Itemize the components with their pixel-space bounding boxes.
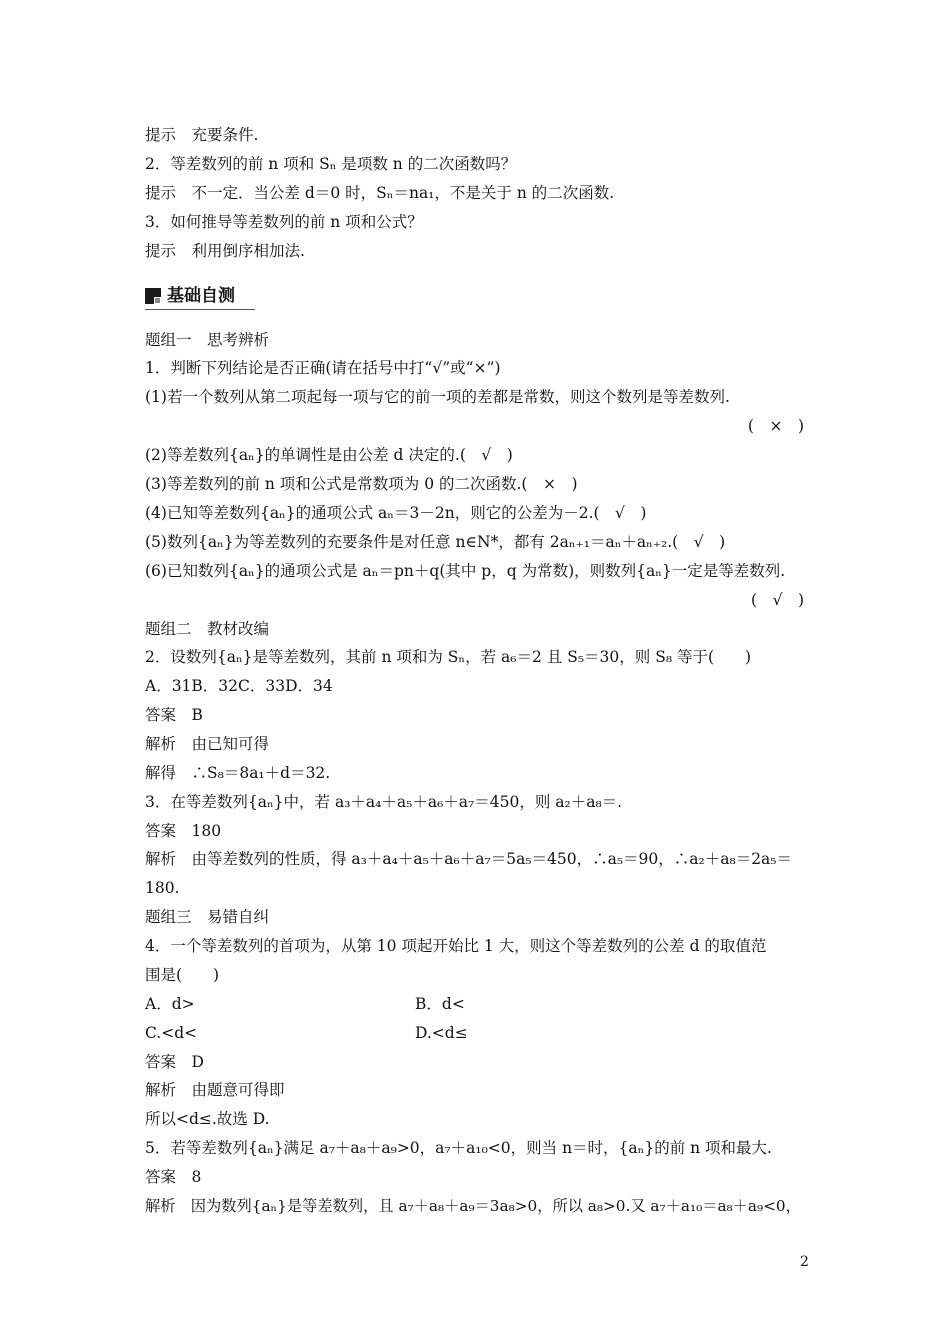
question-4-text: 4．一个等差数列的首项为，从第 10 项起开始比 1 大，则这个等差数列的公差 d 的取值范 [145,937,767,955]
question-4-explanation: 解析 由题意可得即 [145,1081,285,1099]
judge-item-6-answer: ( √ ) [751,591,804,609]
question-3-text: 3．在等差数列{aₙ}中，若 a₃＋a₄＋a₅＋a₆＋a₇＝450，则 a₂＋a₈＝. [145,793,623,811]
question-2-answer: 答案 B [145,706,203,724]
section-underline [145,309,255,310]
question-3: 3．如何推导等差数列的前 n 项和公式？ [145,213,423,231]
hint-line-1: 提示 充要条件. [145,126,259,144]
question-2-options: A．31B．32C．33D．34 [145,677,333,695]
question-2-text: 2．设数列{aₙ}是等差数列，其前 n 项和为 Sₙ，若 a₆＝2 且 S₅＝30，则 S₈ 等于( ) [145,648,752,666]
section-title: 基础自测 [167,286,235,306]
question-5-text: 5．若等差数列{aₙ}满足 a₇＋a₈＋a₉>0，a₇＋a₁₀<0，则当 n＝时，{aₙ}的前 n 项和最大. [145,1139,772,1157]
question-4-explanation-cont: 所以<d≤.故选 D. [145,1110,270,1128]
question-5-answer: 答案 8 [145,1168,202,1186]
judge-item-5: (5)数列{aₙ}为等差数列的充要条件是对任意 n∈N*，都有 2aₙ₊₁＝aₙ＋aₙ₊₂.( √ ) [145,533,726,551]
option-b: B．d< [415,995,465,1013]
question-3-explanation: 解析 由等差数列的性质，得 a₃＋a₄＋a₅＋a₆＋a₇＝5a₅＝450，∴a₅＝90，∴a₂＋a₈＝2a₅＝ [145,850,793,868]
question-4-text-cont: 围是( ) [145,966,220,984]
judge-item-2: (2)等差数列{aₙ}的单调性是由公差 d 决定的.( √ ) [145,446,513,464]
judge-item-3: (3)等差数列的前 n 项和公式是常数项为 0 的二次函数.( × ) [145,475,578,493]
option-d: D.<d≤ [415,1024,468,1042]
question-5-explanation: 解析 因为数列{aₙ}是等差数列，且 a₇＋a₈＋a₉＝3a₈>0，所以 a₈>0.又 a₇＋a₁₀＝a₈＋a₉<0， [145,1197,801,1215]
judge-question: 1．判断下列结论是否正确(请在括号中打“√”或“×”) [145,359,501,377]
judge-item-4: (4)已知等差数列{aₙ}的通项公式 aₙ＝3－2n，则它的公差为－2.( √ ) [145,504,647,522]
judge-item-6: (6)已知数列{aₙ}的通项公式是 aₙ＝pn＋q(其中 p，q 为常数)，则数列{aₙ}一定是等差数列. [145,562,786,580]
question-4-answer: 答案 D [145,1053,204,1071]
page-number: 2 [800,1254,809,1270]
judge-item-1: (1)若一个数列从第二项起每一项与它的前一项的差都是常数，则这个数列是等差数列. [145,388,730,406]
option-c: C.<d< [145,1024,198,1042]
group-3-title: 题组三 易错自纠 [145,908,270,926]
section-header [145,284,255,308]
option-a: A．d> [145,995,195,1013]
question-3-answer: 答案 180 [145,822,222,840]
hint-line-2: 提示 不一定．当公差 d＝0 时，Sₙ＝na₁，不是关于 n 的二次函数. [145,184,615,202]
question-2-solution: 解得 ∴S₈＝8a₁＋d＝32. [145,764,331,782]
judge-item-1-answer: ( × ) [747,417,804,435]
hint-line-3: 提示 利用倒序相加法. [145,242,305,260]
section-square-icon [145,288,161,304]
question-2-explanation: 解析 由已知可得 [145,735,270,753]
group-1-title: 题组一 思考辨析 [145,331,270,349]
group-2-title: 题组二 教材改编 [145,620,270,638]
question-2: 2．等差数列的前 n 项和 Sₙ 是项数 n 的二次函数吗？ [145,155,517,173]
question-3-explanation-cont: 180. [145,879,180,897]
